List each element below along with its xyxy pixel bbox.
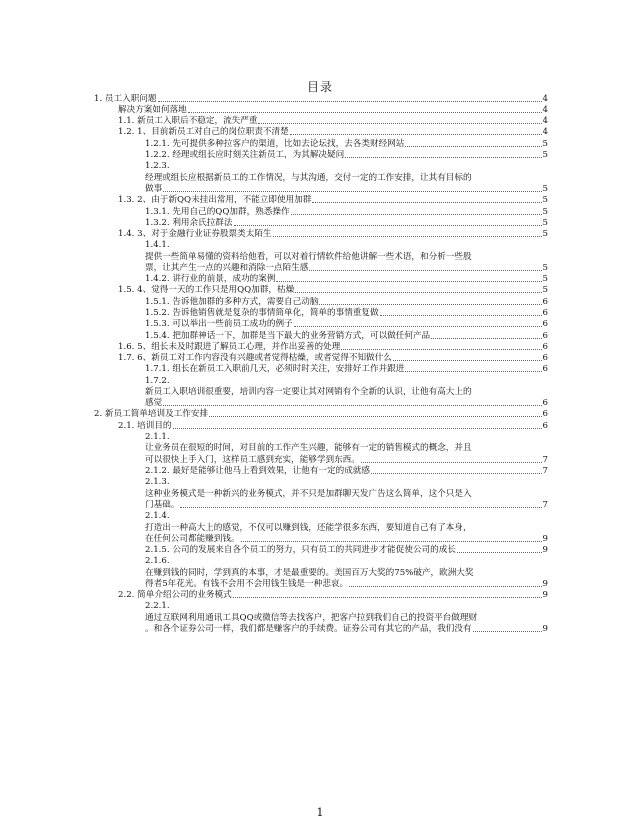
toc-entry-page: 5 — [542, 184, 548, 194]
toc-entry-text: 2.1.1. — [145, 432, 170, 442]
toc-entry-text: 2.2.1. — [145, 601, 170, 611]
toc-leader-dots — [393, 359, 542, 361]
toc-leader-dots — [233, 596, 542, 598]
toc-leader-dots — [309, 269, 541, 271]
toc-entry[interactable] — [145, 297, 548, 308]
toc-entry-page: 5 — [542, 139, 548, 149]
toc-entry-text: 2.1.3. — [145, 477, 170, 487]
toc-entry[interactable] — [145, 579, 548, 590]
toc-entry-text: 1.5.1. 告诉他加群的多种方式，需要自己动脑 — [145, 297, 319, 307]
toc-entry[interactable] — [145, 263, 548, 274]
toc-entry-page: 9 — [542, 534, 548, 544]
toc-leader-dots — [341, 348, 541, 350]
toc-leader-dots — [188, 111, 542, 113]
toc-entry-page: 7 — [542, 455, 548, 465]
toc-leader-dots — [380, 314, 542, 316]
toc-entry[interactable] — [145, 207, 548, 218]
toc-entry-page: 4 — [542, 94, 548, 104]
toc-leader-dots — [457, 551, 542, 553]
toc-entry[interactable] — [145, 511, 548, 522]
toc-entry-text: 1.5.3. 可以举出一些前员工成功的例子 — [145, 319, 293, 329]
toc-leader-dots — [273, 235, 542, 237]
toc-entry-text: 1.5.2. 告诉他销售就是复杂的事情简单化，简单的事情重复做 — [145, 308, 379, 318]
toc-entry-page: 5 — [542, 150, 548, 160]
toc-entry[interactable] — [118, 116, 548, 127]
toc-leader-dots — [361, 461, 542, 463]
toc-entry-page: 6 — [542, 308, 548, 318]
toc-entry-text: 1.2.3. — [145, 161, 170, 171]
toc-entry[interactable] — [94, 94, 548, 105]
toc-entry-text: 在赚到钱的同时，学到真的本事，才是最重要的。美国百万大奖的75%破产，欧洲大奖 — [145, 568, 474, 578]
toc-entry[interactable] — [145, 150, 548, 161]
toc-entry[interactable] — [118, 342, 548, 353]
toc-entry[interactable] — [145, 240, 548, 251]
toc-entry[interactable] — [145, 477, 548, 488]
toc-entry-text: 票，让其产生一点的兴趣和消除一点陌生感 — [145, 263, 309, 273]
toc-entry[interactable] — [145, 274, 548, 285]
toc-entry-text: 提供一些简单易懂的资料给他看，可以对着行情软件给他讲解一些术语，和分析一些股 — [145, 252, 472, 262]
toc-leader-dots — [290, 133, 542, 135]
toc-entry-text: 1.4.2. 讲行业的前景，成功的案例 — [145, 274, 276, 284]
toc-entry[interactable] — [145, 613, 548, 624]
toc-entry[interactable] — [145, 601, 548, 612]
toc-entry-text: 在任何公司都能赚到钱。 — [145, 534, 240, 544]
toc-entry[interactable] — [118, 105, 548, 116]
toc-entry[interactable] — [145, 161, 548, 172]
toc-leader-dots — [405, 370, 541, 372]
toc-entry-page: 5 — [542, 218, 548, 228]
toc-entry-page: 6 — [542, 409, 548, 419]
toc-leader-dots — [158, 100, 542, 102]
toc-entry[interactable] — [145, 376, 548, 387]
toc-leader-dots — [405, 145, 541, 147]
toc-leader-dots — [180, 506, 541, 508]
toc-leader-dots — [294, 325, 542, 327]
toc-entry-text: 可以很快上手入门，这样员工感到充实，能够学到东西。 — [145, 455, 360, 465]
toc-leader-dots — [291, 213, 542, 215]
toc-entry-page: 4 — [542, 127, 548, 137]
toc-entry-text: 2.1.2. 最好是能够让他马上看到效果，让他有一定的成就感 — [145, 466, 370, 476]
toc-entry[interactable] — [145, 139, 548, 150]
toc-leader-dots — [258, 122, 541, 124]
toc-entry-text: 1.2.2. 经理或组长应时刻关注新员工，为其解决疑问 — [145, 150, 345, 160]
toc-entry[interactable] — [118, 195, 548, 206]
toc-entry-text: 门基础。 — [145, 500, 180, 510]
toc-entry-page: 5 — [542, 285, 548, 295]
toc-entry[interactable] — [145, 455, 548, 466]
toc-entry-text: 2. 新员工简单培训及工作安排 — [94, 409, 209, 419]
toc-entry[interactable] — [118, 285, 548, 296]
toc-entry-text: 感觉 — [145, 398, 163, 408]
toc-entry-page: 5 — [542, 274, 548, 284]
toc-entry[interactable] — [145, 387, 548, 398]
toc-leader-dots — [345, 156, 541, 158]
toc-entry-text: 1.7. 6、新员工对工作内容没有兴趣或者觉得枯燥，或者觉得不知做什么 — [118, 353, 392, 363]
toc-leader-dots — [209, 415, 541, 417]
toc-entry[interactable] — [94, 409, 548, 420]
toc-entry-text: 2.1.6. — [145, 556, 170, 566]
toc-entry[interactable] — [118, 421, 548, 432]
toc-entry-page: 6 — [542, 353, 548, 363]
toc-leader-dots — [173, 427, 542, 429]
toc-entry[interactable] — [145, 545, 548, 556]
toc-entry-text: 2.1.5. 公司的发展来自各个员工的努力，只有员工的共同进步才能促使公司的成长 — [145, 545, 456, 555]
toc-entry-text: 通过互联网利用通讯工具QQ或微信等去找客户，把客户拉到我们自己的投资平台做理财 — [145, 613, 478, 623]
toc-entry-text: 1.2. 1、目前新员工对自己的岗位职责不清楚 — [118, 127, 289, 137]
toc-entry-page: 6 — [542, 398, 548, 408]
toc-entry[interactable] — [145, 331, 548, 342]
toc-entry[interactable] — [145, 443, 548, 454]
toc-entry-page: 9 — [542, 624, 548, 634]
toc-entry-text: 新员工入职培训很重要，培训内容一定要让其对网销有个全新的认识，让他有高大上的 — [145, 387, 472, 397]
toc-leader-dots — [349, 585, 541, 587]
toc-entry[interactable] — [145, 308, 548, 319]
toc-entry[interactable] — [145, 252, 548, 263]
toc-entry-page: 4 — [542, 116, 548, 126]
toc-entry-page: 6 — [542, 297, 548, 307]
toc-entry-text: 这种业务模式是一种新兴的业务模式，并不只是加群聊天发广告这么简单，这个只是入 — [145, 489, 472, 499]
toc-entry[interactable] — [118, 353, 548, 364]
toc-entry-text: 1.7.2. — [145, 376, 170, 386]
toc-leader-dots — [295, 291, 541, 293]
toc-entry-page: 6 — [542, 421, 548, 431]
toc-entry[interactable] — [118, 590, 548, 601]
toc-entry-text: 做事 — [145, 184, 163, 194]
toc-title: 目录 — [306, 80, 333, 94]
toc-entry-text: 1.5.4. 把加群神话一下，加群是当下最大的业务营销方式，可以做任何产品 — [145, 331, 431, 341]
toc-leader-dots — [431, 337, 541, 339]
toc-entry[interactable] — [145, 173, 548, 184]
toc-entry-page: 9 — [542, 545, 548, 555]
toc-entry-page: 6 — [542, 331, 548, 341]
page-number: 1 — [316, 806, 324, 819]
toc-entry[interactable] — [145, 466, 548, 477]
toc-entry-page: 9 — [542, 590, 548, 600]
toc-entry-page: 5 — [542, 207, 548, 217]
toc-entry-page: 6 — [542, 319, 548, 329]
toc-entry[interactable] — [145, 319, 548, 330]
toc-entry-page: 7 — [542, 466, 548, 476]
toc-entry[interactable] — [145, 500, 548, 511]
toc-entry-text: 1.6. 5、组长未及时跟进了解员工心理，并作出妥善的处理 — [118, 342, 341, 352]
toc-entry-text: 解决方案如何落地 — [118, 105, 187, 115]
toc-entry-text: 得者5年花光。有钱不会用不会用钱生钱是一种悲哀。 — [145, 579, 349, 589]
toc-leader-dots — [276, 280, 541, 282]
toc-leader-dots — [312, 201, 541, 203]
toc-entry-text: 1.1. 新员工入职后不稳定，流失严重 — [118, 116, 258, 126]
toc-entry-page: 5 — [542, 195, 548, 205]
toc-entry-page: 6 — [542, 364, 548, 374]
toc-entry[interactable] — [145, 534, 548, 545]
toc-entry-text: 让业务员在很短的时间，对目前的工作产生兴趣，能够有一定的销售模式的概念，并且 — [145, 443, 472, 453]
toc-entry[interactable] — [118, 127, 548, 138]
toc-entry[interactable] — [145, 364, 548, 375]
toc-entry-text: 1.5. 4、觉得一天的工作只是用QQ加群，枯燥 — [118, 285, 295, 295]
toc-leader-dots — [163, 190, 541, 192]
toc-entry-text: 1. 员工入职问题 — [94, 94, 157, 104]
toc-entry-page: 6 — [542, 342, 548, 352]
toc-entry-page: 4 — [542, 105, 548, 115]
toc-entry-text: 1.2.1. 先可提供多种拉客户的渠道，比如去论坛找，去各类财经网站 — [145, 139, 405, 149]
toc-leader-dots — [241, 540, 542, 542]
toc-entry[interactable] — [145, 624, 548, 635]
toc-entry-text: 。和各个证券公司一样，我们都是赚客户的手续费。证券公司有其它的产品，我们没有 — [145, 624, 472, 634]
toc-entry-text: 2.1. 培训目的 — [118, 421, 172, 431]
toc-entry-page: 5 — [542, 229, 548, 239]
toc-entry-text: 2.2. 简单介绍公司的业务模式 — [118, 590, 232, 600]
toc-entry-text: 经理或组长应根据新员工的工作情况，与其沟通，交付一定的工作安排，让其有目标的 — [145, 173, 472, 183]
toc-leader-dots — [371, 472, 542, 474]
toc-entry-text: 1.3. 2、由于新QQ未挂出常用，不能立即使用加群 — [118, 195, 312, 205]
toc-entry-page: 5 — [542, 263, 548, 273]
toc-entry[interactable] — [145, 184, 548, 195]
toc-entry-page: 9 — [542, 579, 548, 589]
toc-entry-text: 1.4. 3、对于金融行业证券股票类太陌生 — [118, 229, 272, 239]
toc-entry-text: 打造出一种高大上的感觉，不仅可以赚到钱，还能学很多东西，要知道自己有了本身， — [145, 523, 472, 533]
toc-entry[interactable] — [145, 489, 548, 500]
toc-entry[interactable] — [145, 568, 548, 579]
toc-entry-page: 7 — [542, 500, 548, 510]
toc-entry[interactable] — [145, 523, 548, 534]
toc-entry[interactable] — [145, 556, 548, 567]
toc-entry-text: 1.3.2. 利用余氏拉群法 — [145, 218, 233, 228]
toc-leader-dots — [234, 224, 542, 226]
toc-entry[interactable] — [145, 398, 548, 409]
toc-entry[interactable] — [145, 218, 548, 229]
toc-entry-text: 1.3.1. 先用自己的QQ加群，熟悉操作 — [145, 207, 290, 217]
toc-leader-dots — [163, 404, 541, 406]
toc-entry-text: 2.1.4. — [145, 511, 170, 521]
toc-leader-dots — [473, 630, 542, 632]
toc-entry[interactable] — [145, 432, 548, 443]
toc-entry-text: 1.7.1. 组长在新员工入职前几天，必须时时关注，安排好工作并跟进 — [145, 364, 405, 374]
toc-entry-text: 1.4.1. — [145, 240, 170, 250]
toc-entry[interactable] — [118, 229, 548, 240]
toc-leader-dots — [319, 303, 541, 305]
